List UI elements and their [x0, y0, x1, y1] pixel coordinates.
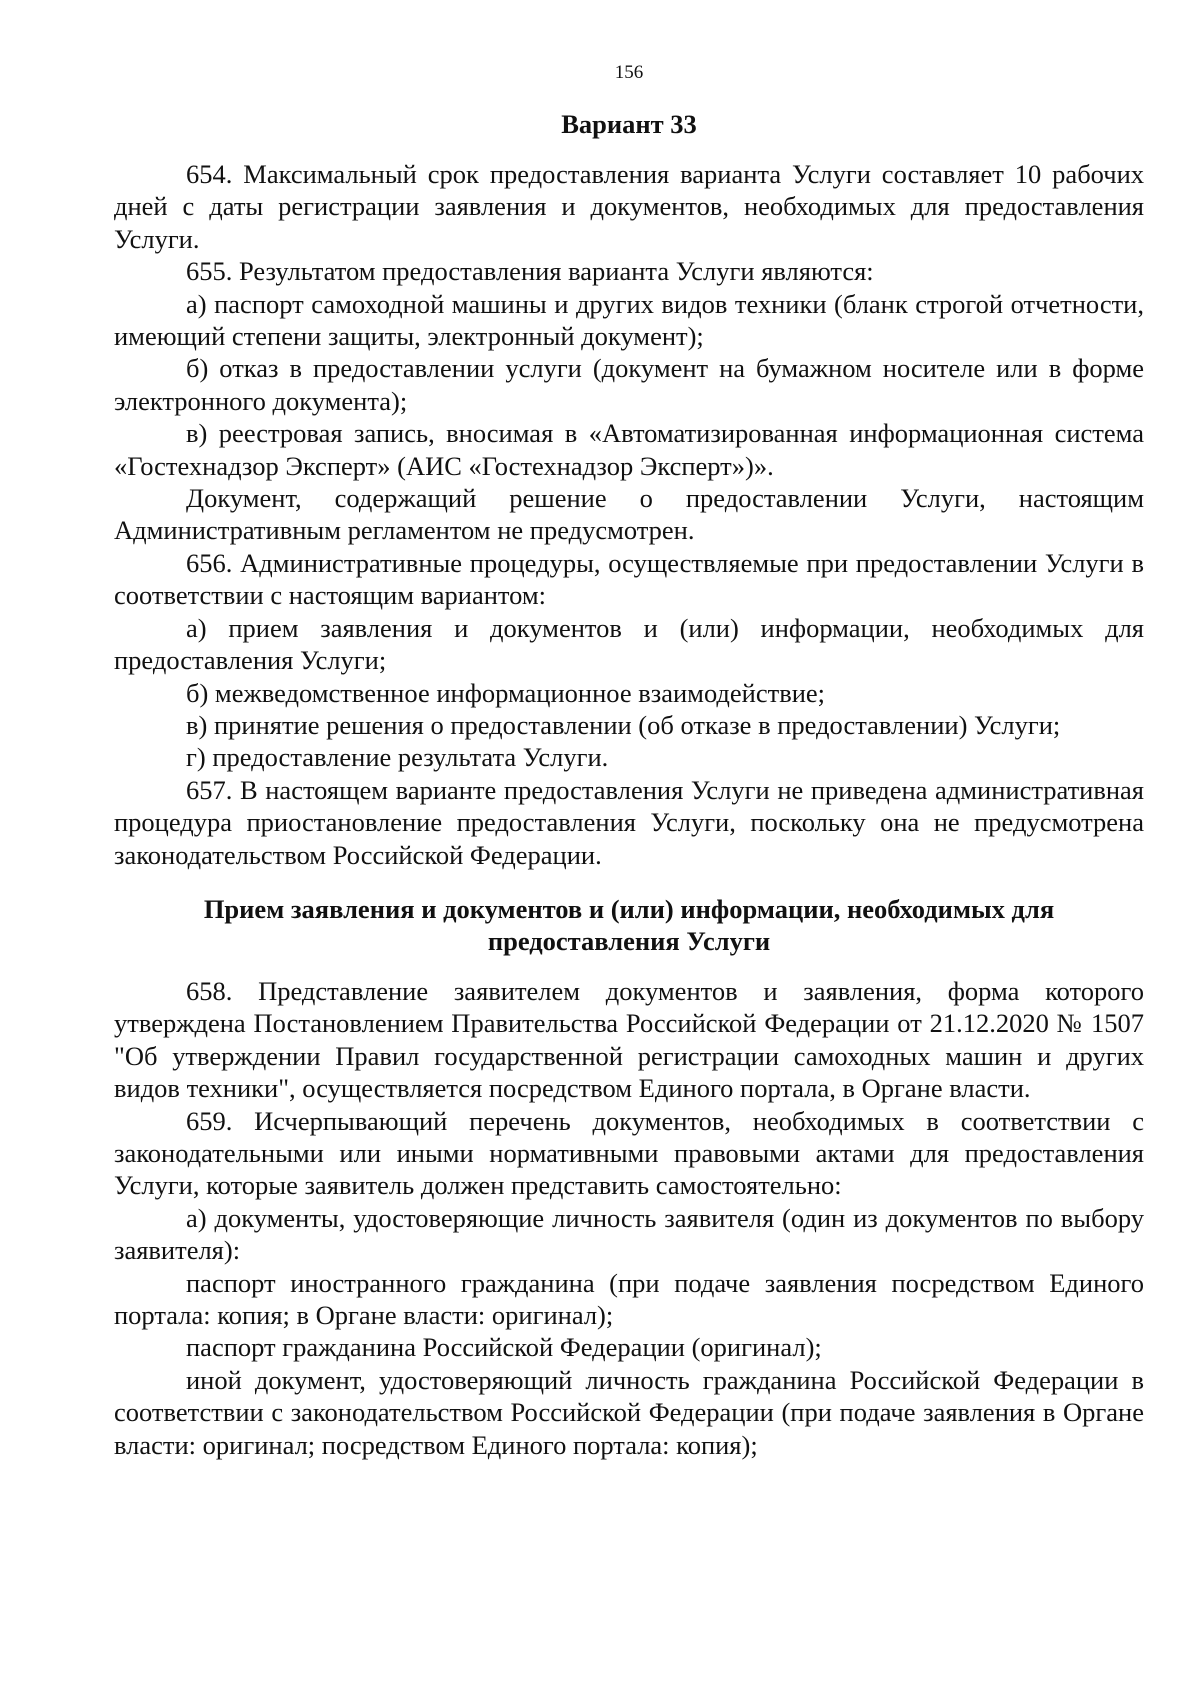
document-page	[114, 62, 1144, 1461]
list-item: г) предоставление результата Услуги.	[186, 742, 609, 773]
list-item: в) реестровая запись, вносимая в «Автоматизированная информационная система «Гостехнадзор Эксперт» (АИС «Гостехнадзор Эксперт»)».	[114, 418, 1144, 481]
list-item: в) принятие решения о предоставлении (об отказе в предоставлении) Услуги;	[186, 709, 1061, 740]
paragraph-657: 657. В настоящем варианте предоставления Услуги не приведена административная процедура приостановление предоставления Услуги, поскольку она не предусмотрена законодательством Российской Федерации.	[114, 774, 1144, 870]
list-item: а) прием заявления и документов и (или) информации, необходимых для предоставления Услуги;	[114, 612, 1144, 676]
section-title: Прием заявления и документов и (или) информации, необходимых для предоставления Услуги	[203, 893, 1055, 956]
list-item: иной документ, удостоверяющий личность гражданина Российской Федерации в соответствии с законодательством Российской Федерации (при подаче заявления в Органе власти: оригинал; посредством Единого портала: копия);	[114, 1364, 1144, 1460]
paragraph-655: 655. Результатом предоставления варианта Услуги являются:	[186, 256, 874, 287]
paragraph-658: 658. Представление заявителем документов и заявления, форма которого утверждена Постановлением Правительства Российской Федерации от 21.12.2020 № 1507 "Об утверждении Правил государственной регистрации самоходных машин и других видов техники", осуществляется посредством Единого портала, в Органе власти.	[114, 975, 1144, 1104]
paragraph-654: 654. Максимальный срок предоставления варианта Услуги составляет 10 рабочих дней с даты регистрации заявления и документов, необходимых для предоставления Услуги.	[114, 159, 1144, 254]
paragraph-659: 659. Исчерпывающий перечень документов, необходимых в соответствии с законодательными или иными нормативными правовыми актами для предоставления Услуги, которые заявитель должен представить самостоятельно:	[114, 1105, 1144, 1201]
list-item: паспорт гражданина Российской Федерации (оригинал);	[186, 1332, 822, 1363]
list-item: б) отказ в предоставлении услуги (документ на бумажном носителе или в форме электронного документа);	[114, 353, 1144, 416]
variant-title: Вариант 33	[561, 109, 697, 139]
page-number: 156	[614, 62, 644, 83]
paragraph-656: 656. Административные процедуры, осуществляемые при предоставлении Услуги в соответствии с настоящим вариантом:	[114, 547, 1144, 611]
list-item: а) документы, удостоверяющие личность заявителя (один из документов по выбору заявителя):	[114, 1202, 1144, 1266]
list-item: б) межведомственное информационное взаимодействие;	[186, 677, 826, 708]
list-item: а) паспорт самоходной машины и других видов техники (бланк строгой отчетности, имеющий степени защиты, электронный документ);	[114, 288, 1144, 352]
list-item: паспорт иностранного гражданина (при подаче заявления посредством Единого портала: копия; в Органе власти: оригинал);	[114, 1267, 1144, 1330]
paragraph-note: Документ, содержащий решение о предоставлении Услуги, настоящим Административным регламентом не предусмотрен.	[114, 483, 1144, 546]
